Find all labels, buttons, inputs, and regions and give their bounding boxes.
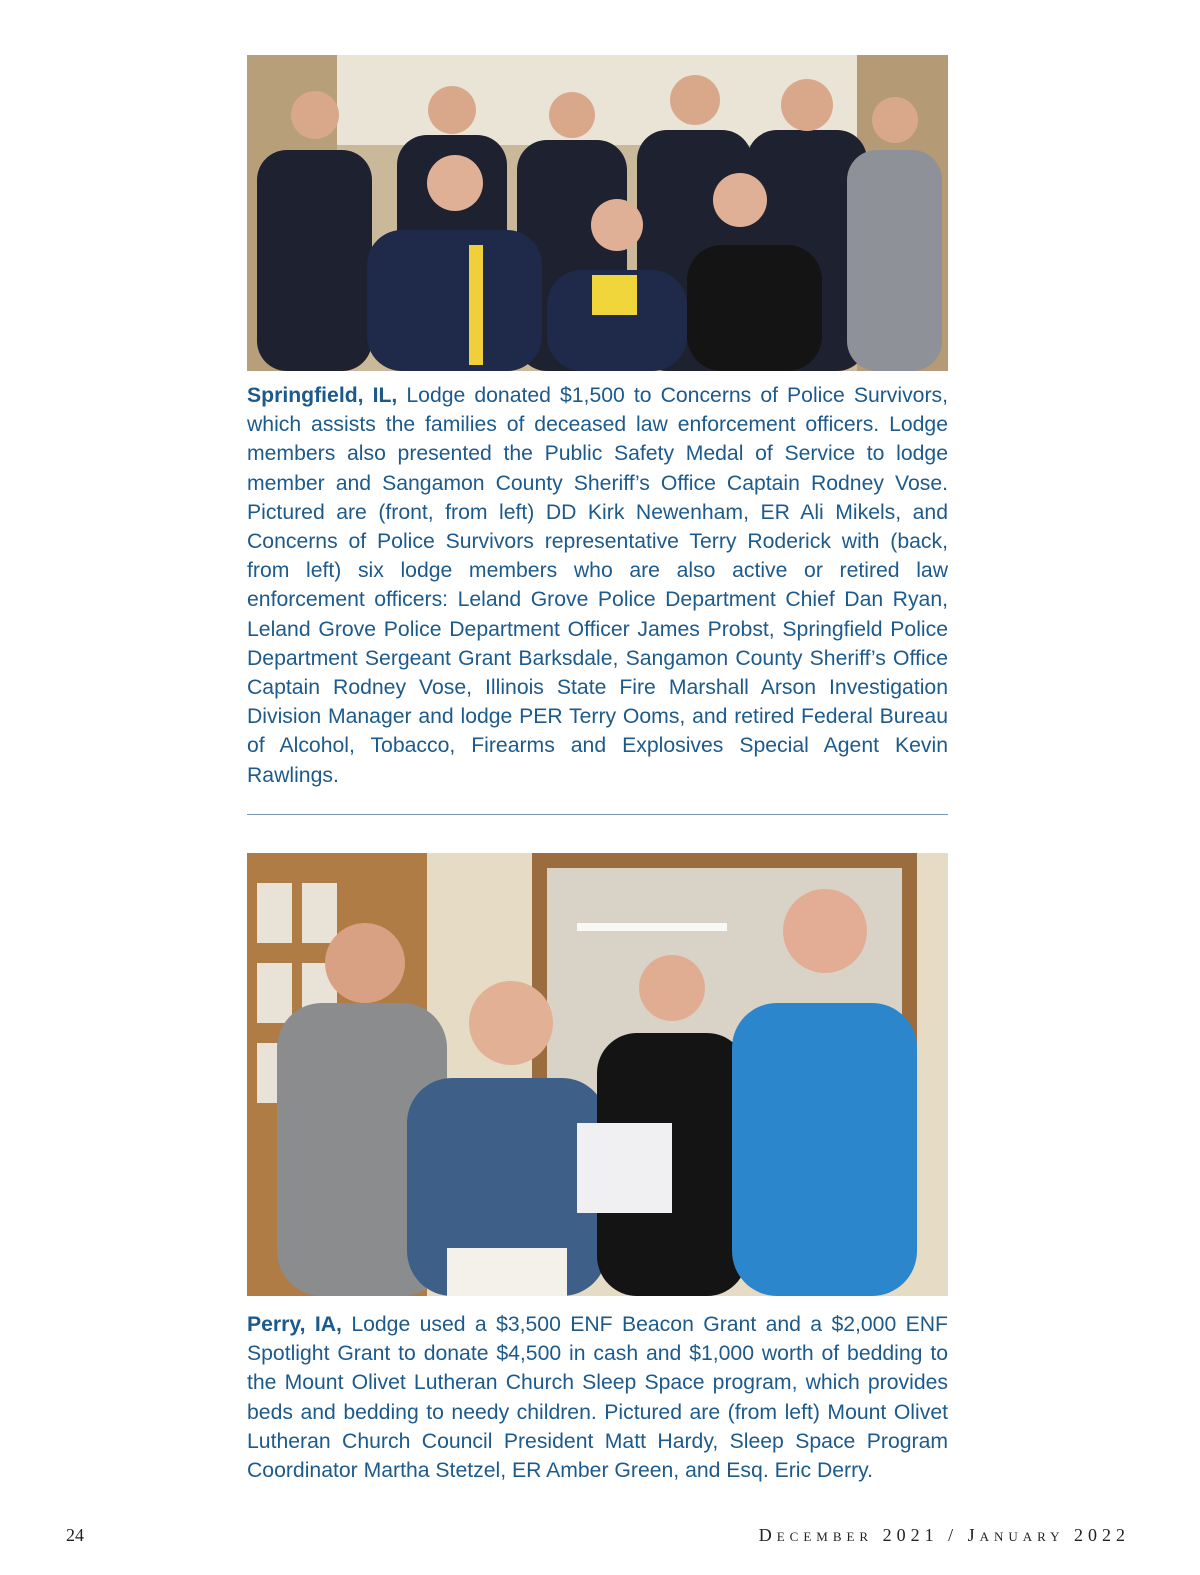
issue-date: December 2021 / January 2022 <box>758 1525 1130 1545</box>
springfield-group-photo <box>247 55 948 371</box>
caption-body: Lodge donated $1,500 to Concerns of Police Survivors, which assists the families of deceased law enforcement officers. Lodge members also presented the Public Safety Medal of Service to lodge member and Sangamon County Sheriff’s Office Captain Rodney Vose. Pictured are (front, from left) DD Kirk Newenham, ER Ali Mikels, and Concerns of Police Survivors representative Terry Roderick with (back, from left) six lodge members who are also active or retired law enforcement officers: Leland Grove Police Department Chief Dan Ryan, Leland Grove Police Department Officer James Probst, Springfield Police Department Sergeant Grant Barksdale, Sangamon County Sheriff’s Office Captain Rodney Vose, Illinois State Fire Marshall Arson Investigation Division Manager and lodge PER Terry Ooms, and retired Federal Bureau of Alcohol, Tobacco, Firearms and Explosives Special Agent Kevin Rawlings. <box>247 384 948 787</box>
caption-location: Perry, IA, <box>247 1313 342 1336</box>
springfield-caption <box>247 381 948 790</box>
caption-body: Lodge used a $3,500 ENF Beacon Grant and a $2,000 ENF Spotlight Grant to donate $4,500 in cash and $1,000 worth of bedding to the Mount Olivet Lutheran Church Sleep Space program, which provides beds and bedding to needy children. Pictured are (from left) Mount Olivet Lutheran Church Council President Matt Hardy, Sleep Space Program Coordinator Martha Stetzel, ER Amber Green, and Esq. Eric Derry. <box>247 1313 948 1483</box>
caption-location: Springfield, IL, <box>247 384 398 407</box>
perry-caption <box>247 1310 948 1485</box>
section-divider <box>247 814 948 815</box>
page-number: 24 <box>66 1525 84 1545</box>
perry-group-photo <box>247 853 948 1296</box>
